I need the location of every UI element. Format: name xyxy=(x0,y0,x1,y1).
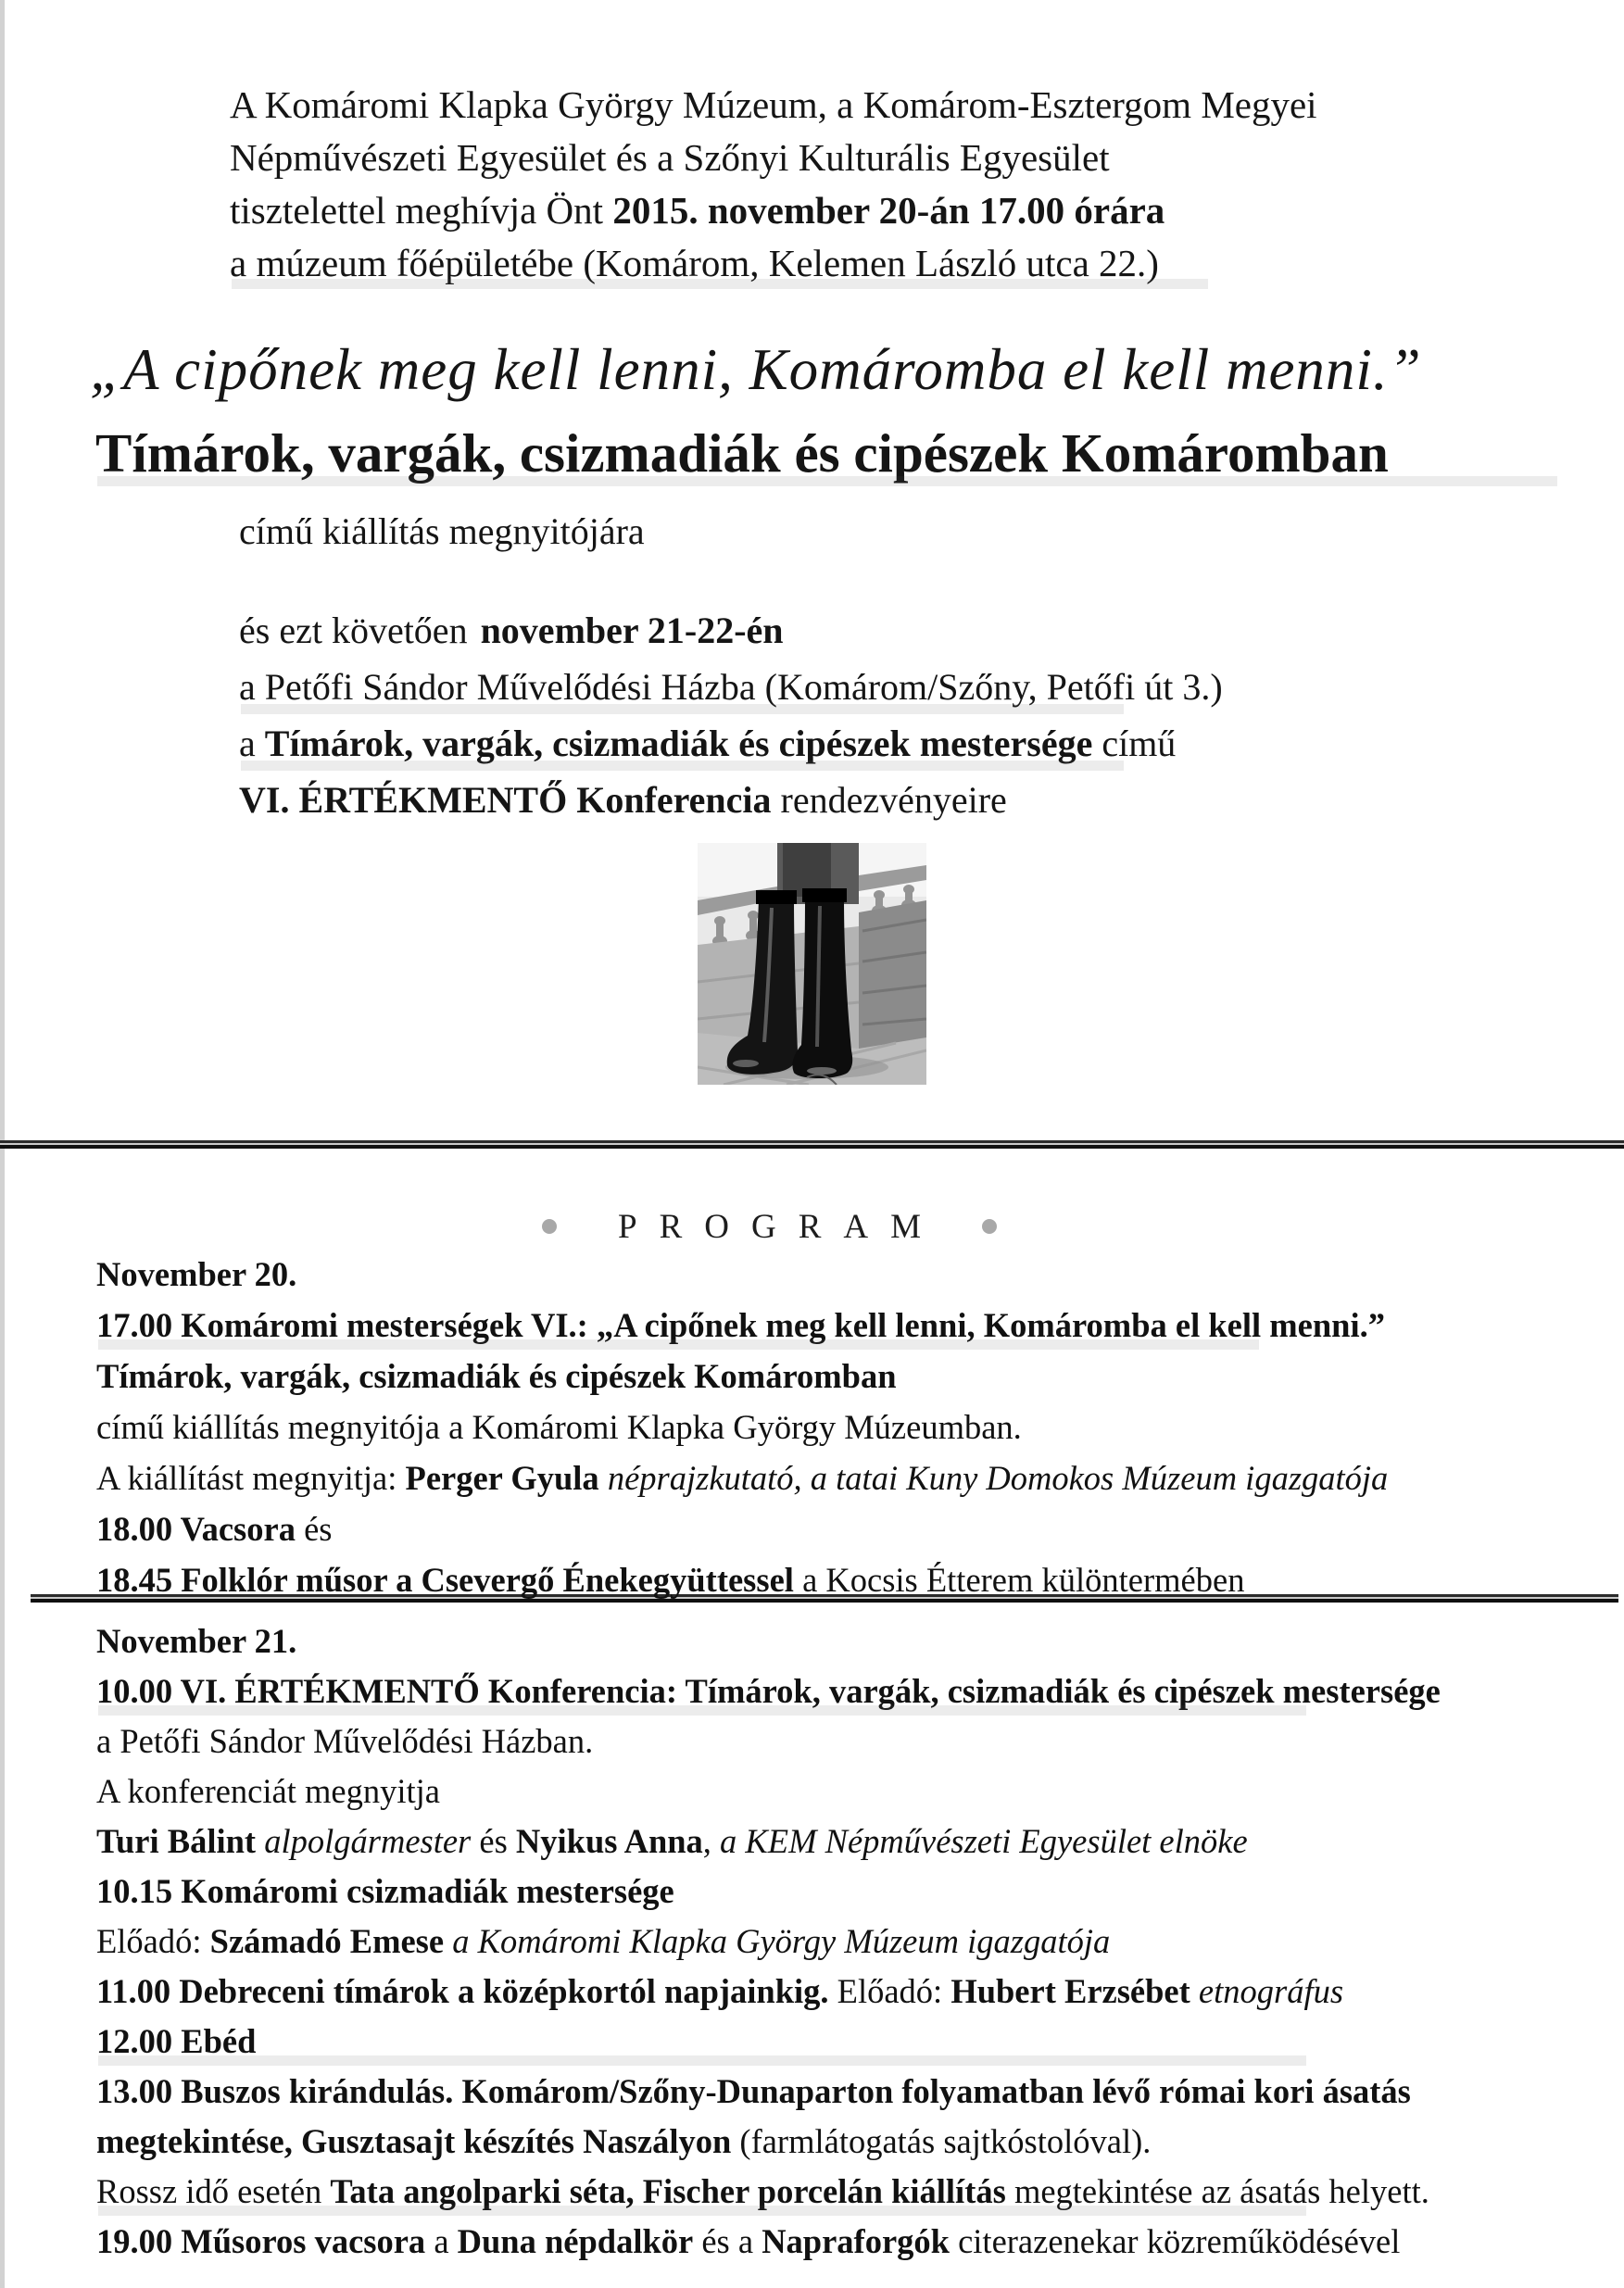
program-line: 17.00 Komáromi mesterségek VI.: „A cipőnek meg kell lenni, Komáromba el kell menni.” xyxy=(96,1300,1388,1351)
conference-line-3 xyxy=(239,715,1223,772)
speaker-name: Hubert Erzsébet xyxy=(950,1972,1190,2010)
text-run: Előadó: xyxy=(828,1972,951,2010)
text-run: tisztelettel meghívja Önt xyxy=(230,189,613,232)
day-heading: November 21. xyxy=(96,1622,297,1660)
conference-topic: Tímárok, vargák, csizmadiák és cipészek mestersége xyxy=(264,723,1093,764)
event-datetime: 2015. november 20-án 17.00 órára xyxy=(612,189,1165,232)
text-run: , xyxy=(702,1822,711,1860)
invitation-intro xyxy=(230,79,1317,290)
conference-line-2: a Petőfi Sándor Művelődési Házba (Komárom/Szőny, Petőfi út 3.) xyxy=(239,659,1223,715)
text-run: citerazenekar közreműködésével xyxy=(949,2222,1401,2260)
program-line xyxy=(96,1452,1388,1503)
text-run: című xyxy=(1092,723,1177,764)
intro-line-1: A Komáromi Klapka György Múzeum, a Komárom-Esztergom Megyei xyxy=(230,83,1317,126)
program-day-november-21 xyxy=(96,1616,1441,2267)
speaker-name: Turi Bálint xyxy=(96,1822,257,1860)
program-day-november-20 xyxy=(96,1249,1388,1605)
text-run: Tata angolparki séta, Fischer porcelán kiállítás xyxy=(330,2172,1006,2210)
text-run: megtekintése az ásatás helyett. xyxy=(1005,2172,1429,2210)
program-bullet-icon xyxy=(542,1219,557,1234)
program-line: A konferenciát megnyitja xyxy=(96,1772,440,1810)
program-line xyxy=(96,2117,1441,2167)
speaker-name: Számadó Emese xyxy=(209,1922,445,1960)
text-run: 18.00 Vacsora xyxy=(96,1510,296,1548)
speaker-title: a Komáromi Klapka György Múzeum igazgatója xyxy=(444,1922,1111,1960)
speaker-title: néprajzkutató, a tatai Kuny Domokos Múzeum igazgatója xyxy=(598,1459,1389,1497)
program-line xyxy=(96,1503,1388,1554)
conference-dates: november 21-22-én xyxy=(480,610,784,651)
text-run: és a xyxy=(693,2222,762,2260)
program-title: PROGRAM xyxy=(618,1207,943,1246)
program-line xyxy=(96,1917,1441,1967)
program-line: 10.00 VI. ÉRTÉKMENTŐ Konferencia: Tímárok, vargák, csizmadiák és cipészek mestersége xyxy=(96,1666,1441,1716)
text-run: (farmlátogatás sajtkóstolóval). xyxy=(731,2122,1152,2160)
exhibition-main-title: Tímárok, vargák, csizmadiák és cipészek Komáromban xyxy=(95,419,1624,487)
intro-line-2: Népművészeti Egyesület és a Szőnyi Kulturális Egyesület xyxy=(230,136,1110,179)
program-line: Tímárok, vargák, csizmadiák és cipészek Komáromban xyxy=(96,1357,897,1395)
text-run: Előadó: xyxy=(96,1922,210,1960)
speaker-title: a KEM Népművészeti Egyesület elnöke xyxy=(711,1822,1248,1860)
intro-line-3 xyxy=(230,184,1317,237)
text-run: rendezvényeire xyxy=(771,779,1007,821)
exhibition-subtitle: című kiállítás megnyitójára xyxy=(239,510,645,552)
text-run: a xyxy=(239,723,265,764)
text-run: 18.45 Folklór műsor a Csevergő Énekegyüttessel xyxy=(96,1561,794,1599)
text-run: megtekintése, Gusztasajt készítés Naszályon xyxy=(96,2122,732,2160)
boots-illustration xyxy=(698,843,926,1085)
text-run: Rossz idő esetén xyxy=(96,2172,331,2210)
text-run: és xyxy=(295,1510,333,1548)
text-run: és xyxy=(471,1822,516,1860)
program-bullet-icon xyxy=(982,1219,997,1234)
program-line: című kiállítás megnyitója a Komáromi Klapka György Múzeumban. xyxy=(96,1408,1022,1446)
program-line xyxy=(96,1554,1388,1605)
program-line xyxy=(96,2167,1441,2217)
speaker-title: alpolgármester xyxy=(256,1822,472,1860)
text-run: a xyxy=(425,2222,458,2260)
program-line: 12.00 Ebéd xyxy=(96,2017,1441,2067)
program-line xyxy=(96,2217,1441,2267)
speaker-name: Nyikus Anna xyxy=(515,1822,703,1860)
day-heading: November 20. xyxy=(96,1255,297,1293)
text-run: 11.00 Debreceni tímárok a középkortól napjainkig. xyxy=(96,1972,829,2010)
conference-name: VI. ÉRTÉKMENTŐ Konferencia xyxy=(239,779,772,821)
conference-info xyxy=(239,602,1223,828)
text-run: a Kocsis Étterem különtermében xyxy=(793,1561,1245,1599)
program-line: 13.00 Buszos kirándulás. Komárom/Szőny-Dunaparton folyamatban lévő római kori ásatás xyxy=(96,2072,1411,2110)
boots-photo xyxy=(698,843,926,1085)
text-run: 19.00 Műsoros vacsora xyxy=(96,2222,426,2260)
text-run: Duna népdalkör xyxy=(457,2222,694,2260)
conference-line-1 xyxy=(239,602,1223,659)
program-line xyxy=(96,1967,1441,2017)
program-header xyxy=(0,1201,1581,1252)
text-run: és ezt követően xyxy=(239,610,468,651)
program-line xyxy=(96,1817,1441,1867)
speaker-title: etnográfus xyxy=(1190,1972,1344,2010)
exhibition-quote-title: „A cipőnek meg kell lenni, Komáromba el kell menni.” xyxy=(90,337,1422,402)
section-divider-top xyxy=(0,1140,1624,1149)
speaker-name: Perger Gyula xyxy=(405,1459,599,1497)
conference-line-4 xyxy=(239,772,1223,828)
intro-line-4: a múzeum főépületébe (Komárom, Kelemen László utca 22.) xyxy=(230,237,1317,290)
text-run: Napraforgók xyxy=(762,2222,950,2260)
text-run: A kiállítást megnyitja: xyxy=(96,1459,406,1497)
program-line: a Petőfi Sándor Művelődési Házban. xyxy=(96,1722,594,1760)
program-line: 10.15 Komáromi csizmadiák mestersége xyxy=(96,1872,674,1910)
